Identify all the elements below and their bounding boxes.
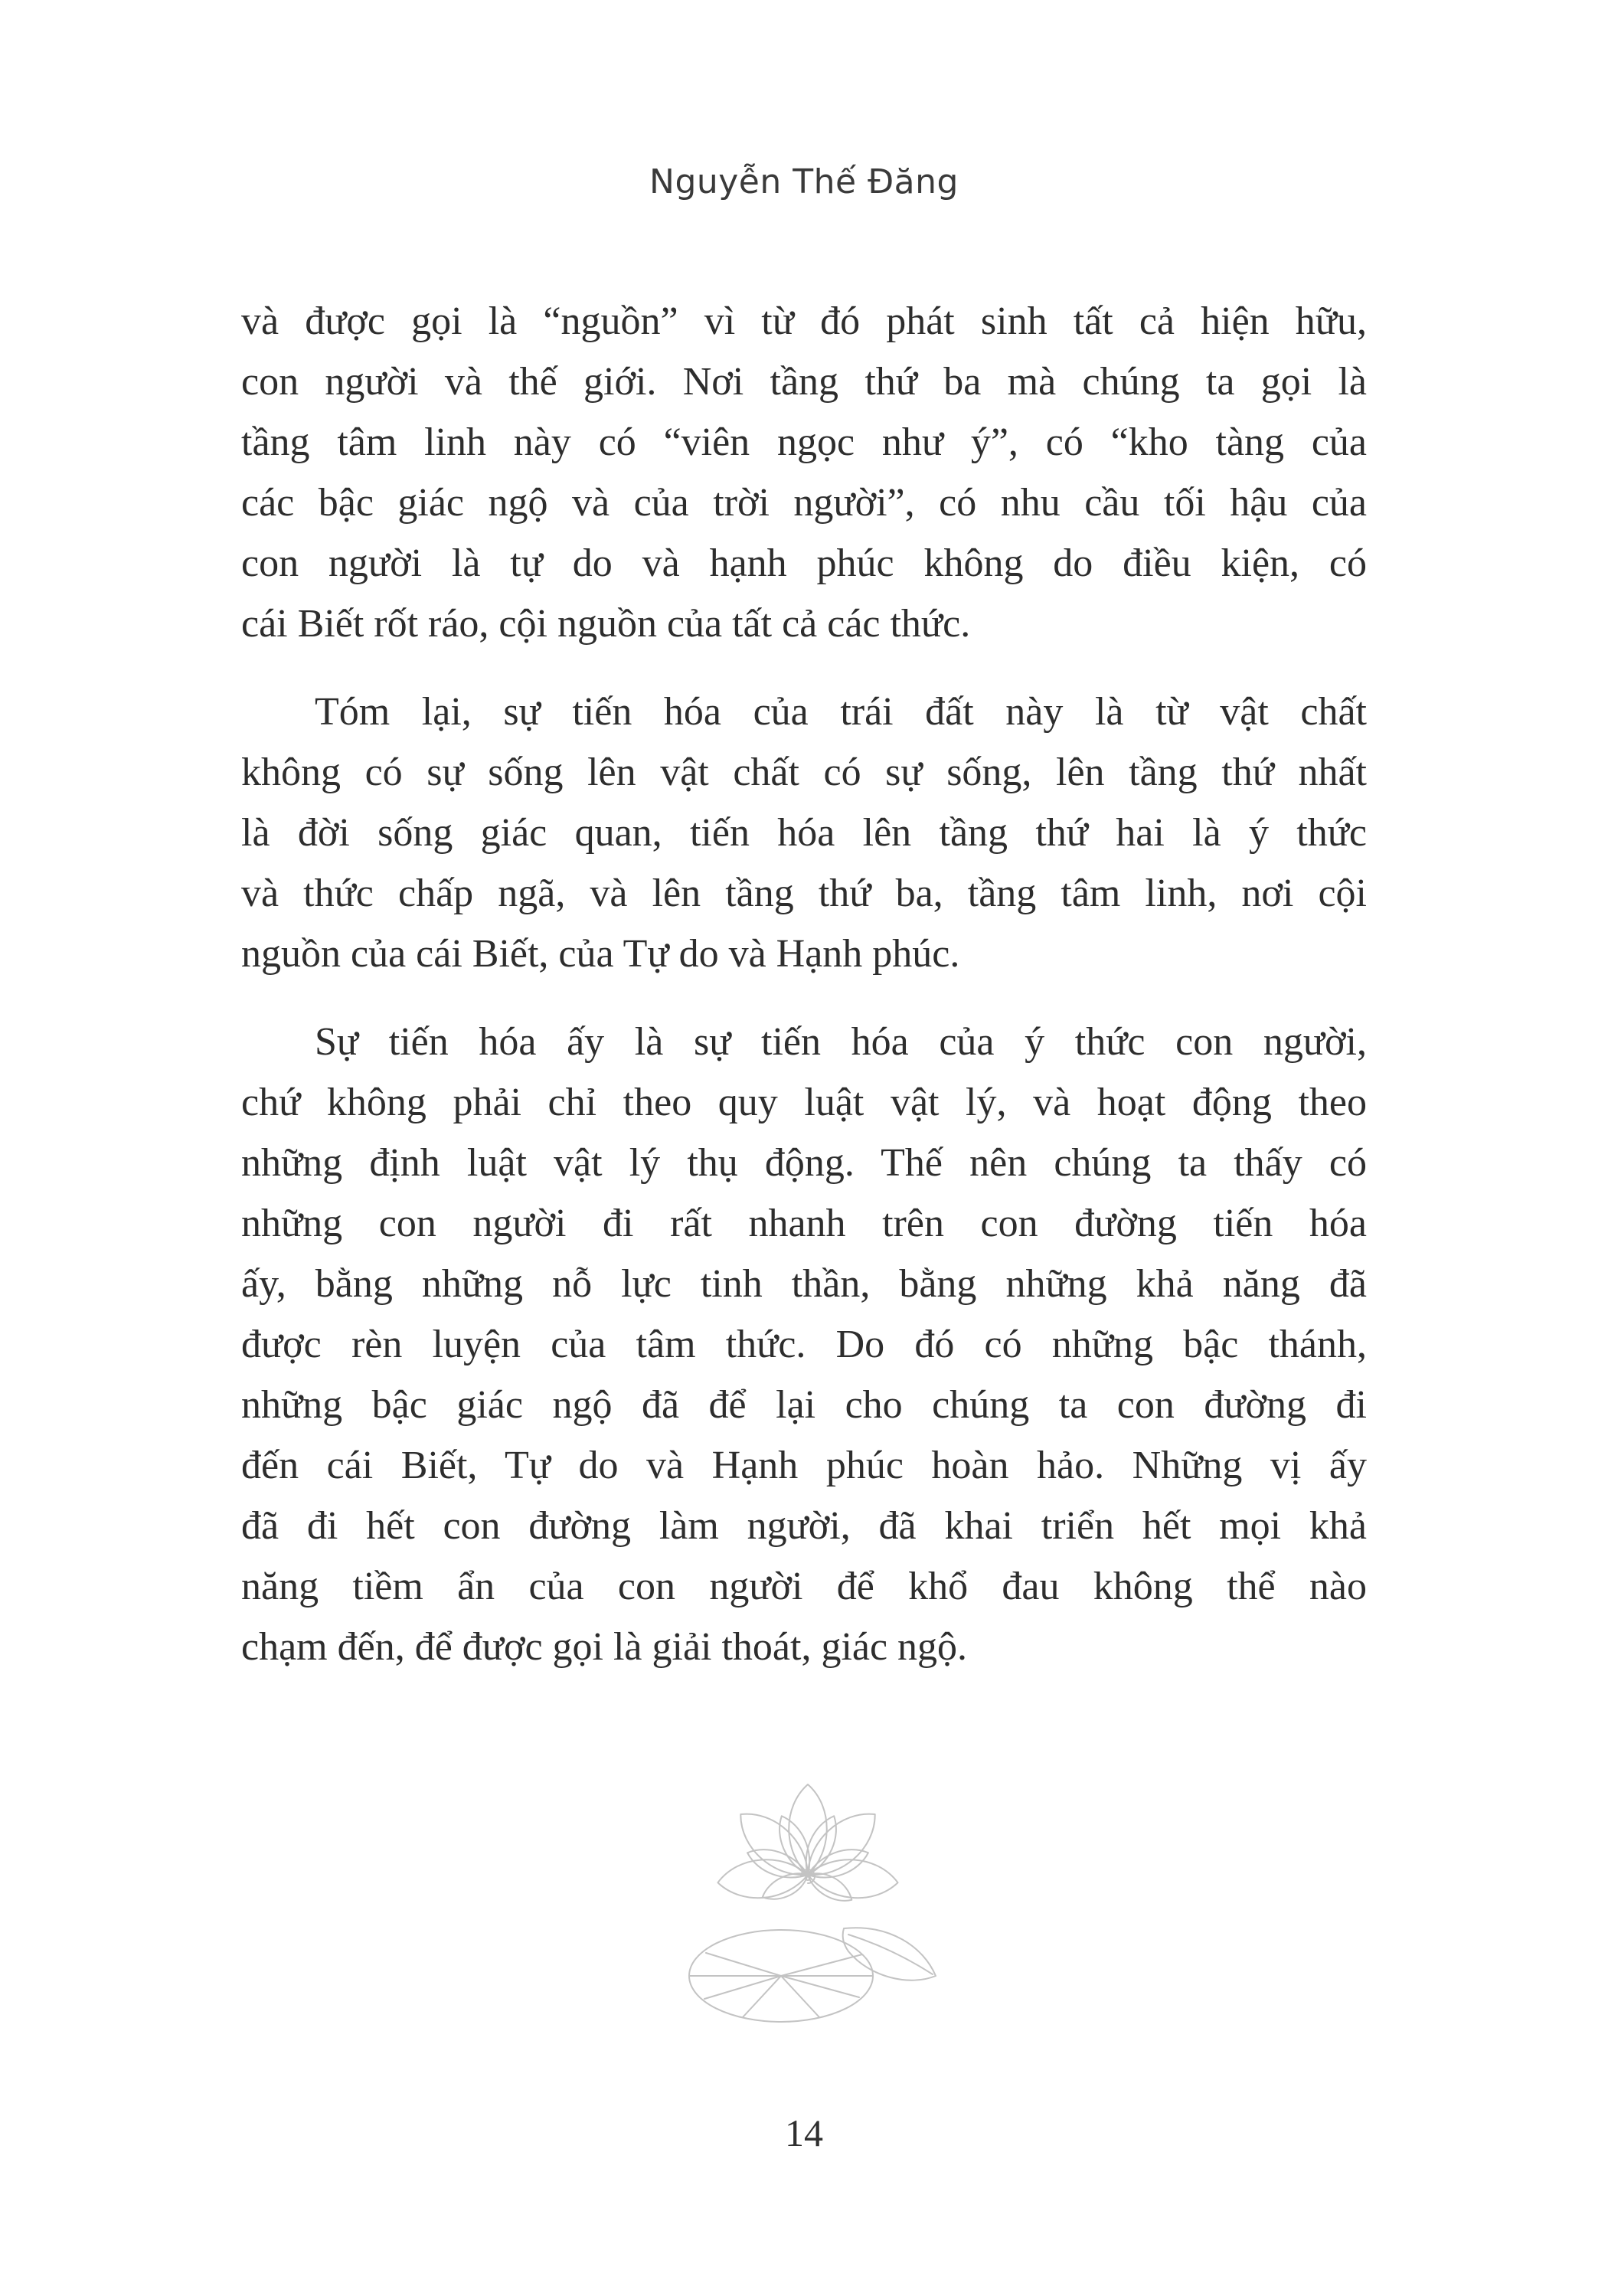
paragraph [241, 682, 1367, 984]
text-line: những bậc giác ngộ đã để lại cho chúng ta con đường đi [241, 1383, 1367, 1427]
text-line: được rèn luyện của tâm thức. Do đó có những bậc thánh, [241, 1323, 1367, 1366]
text-line: và được gọi là “nguồn” vì từ đó phát sinh tất cả hiện hữu, [241, 299, 1367, 343]
text-line: ấy, bằng những nỗ lực tinh thần, bằng những khả năng đã [241, 1262, 1367, 1306]
text-line: con người là tự do và hạnh phúc không do điều kiện, có [241, 541, 1367, 585]
paragraph [241, 291, 1367, 654]
text-line: chứ không phải chỉ theo quy luật vật lý, và hoạt động theo [241, 1081, 1367, 1124]
text-line: nguồn của cái Biết, của Tự do và Hạnh phúc. [241, 932, 960, 976]
text-line: các bậc giác ngộ và của trời người”, có nhu cầu tối hậu của [241, 481, 1367, 525]
text-line: năng tiềm ẩn của con người để khổ đau không thể nào [241, 1565, 1367, 1608]
lotus-flower-icon [666, 1746, 942, 2029]
text-line: là đời sống giác quan, tiến hóa lên tầng thứ hai là ý thức [241, 811, 1367, 855]
paragraph [241, 1012, 1367, 1677]
text-line: những định luật vật lý thụ động. Thế nên chúng ta thấy có [241, 1141, 1367, 1185]
text-line: chạm đến, để được gọi là giải thoát, giác ngộ. [241, 1625, 968, 1669]
text-line: cái Biết rốt ráo, cội nguồn của tất cả các thức. [241, 602, 971, 646]
text-line: những con người đi rất nhanh trên con đường tiến hóa [241, 1202, 1367, 1245]
running-header-author: Nguyễn Thế Đăng [649, 162, 959, 201]
text-line: đến cái Biết, Tự do và Hạnh phúc hoàn hảo. Những vị ấy [241, 1444, 1367, 1487]
text-line: tầng tâm linh này có “viên ngọc như ý”, có “kho tàng của [241, 420, 1367, 464]
text-line: không có sự sống lên vật chất có sự sống, lên tầng thứ nhất [241, 751, 1367, 794]
text-line: đã đi hết con đường làm người, đã khai triển hết mọi khả [241, 1504, 1367, 1548]
text-line: và thức chấp ngã, và lên tầng thứ ba, tầng tâm linh, nơi cội [241, 872, 1367, 915]
page-number: 14 [785, 2111, 823, 2154]
body-text [241, 291, 1367, 1677]
text-line: con người và thế giới. Nơi tầng thứ ba mà chúng ta gọi là [241, 360, 1367, 404]
text-line: Tóm lại, sự tiến hóa của trái đất này là từ vật chất [315, 690, 1367, 734]
text-line: Sự tiến hóa ấy là sự tiến hóa của ý thức con người, [315, 1020, 1367, 1064]
